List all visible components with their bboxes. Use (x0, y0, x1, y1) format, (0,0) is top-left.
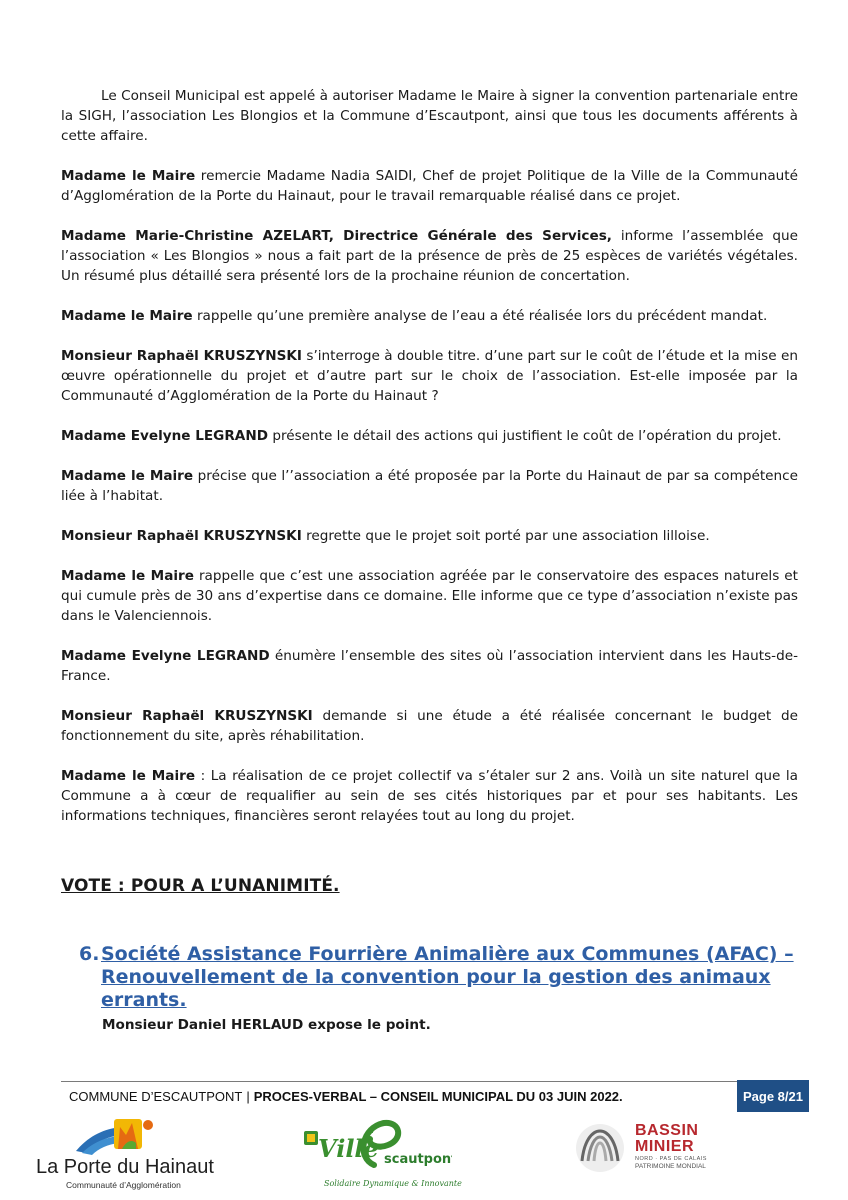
paragraph-text: présente le détail des actions qui justifient le coût de l’opération du projet. (268, 428, 782, 444)
escautpont-ville-mark: Ville (318, 1134, 379, 1163)
paragraph (61, 466, 798, 506)
agenda-point-heading (79, 943, 798, 1012)
footer-title: PROCES-VERBAL – CONSEIL MUNICIPAL DU 03 JUIN 2022. (253, 1089, 623, 1104)
escautpont-name-mark: scautpont (384, 1152, 452, 1167)
paragraph (61, 86, 798, 146)
speaker-name: Monsieur Raphaël KRUSZYNSKI (61, 348, 302, 364)
paragraph (61, 526, 798, 546)
escautpont-slogan: Solidaire Dynamique & Innovante (324, 1179, 462, 1188)
agenda-point-title-line1: Société Assistance Fourrière Animalière aux Communes (AFAC) – (101, 943, 794, 965)
page-number-badge: Page 8/21 (737, 1080, 809, 1112)
paragraph-text: précise que l’’association a été proposée par la Porte du Hainaut de par sa compétence liée à l’habitat. (61, 468, 798, 504)
paragraph-text: demande si une étude a été réalisée concernant le budget de fonctionnement du site, après réhabilitation. (61, 708, 798, 744)
speaker-name: Madame Evelyne LEGRAND (61, 428, 268, 444)
paragraph-text: : La réalisation de ce projet collectif va s’étaler sur 2 ans. Voilà un site naturel que la Commune a à cœur de requalifier au sein de ses cités historiques par et pour ses habitants. Les informations techniques, financières seront relayées tout au long du projet. (61, 768, 798, 824)
paragraph-text: énumère l’ensemble des sites où l’association intervient dans les Hauts-de-France. (61, 648, 798, 684)
speaker-name: Madame le Maire (61, 768, 196, 784)
porte-du-hainaut-subtitle: Communauté d’Agglomération (66, 1180, 181, 1190)
porte-du-hainaut-name: La Porte du Hainaut (36, 1156, 214, 1178)
vote-result: VOTE : POUR A L’UNANIMITÉ. (61, 876, 340, 896)
escautpont-emblem-icon (296, 1117, 452, 1179)
speaker-name: Madame le Maire (61, 568, 194, 584)
paragraph (61, 426, 798, 446)
paragraph (61, 346, 798, 406)
bassin-minier-logo (572, 1121, 712, 1175)
footer-text (69, 1089, 623, 1104)
bassin-minier-emblem-icon (572, 1121, 628, 1175)
paragraph-text: regrette que le projet soit porté par une association lilloise. (301, 528, 710, 544)
speaker-name: Madame le Maire (61, 468, 194, 484)
paragraph (61, 566, 798, 626)
paragraph (61, 646, 798, 686)
porte-du-hainaut-logo (36, 1113, 214, 1195)
paragraph-text: remercie Madame Nadia SAIDI, Chef de projet Politique de la Ville de la Communauté d’Agglomération de la Porte du Hainaut, pour le travail remarquable réalisé dans ce projet. (61, 168, 798, 204)
porte-du-hainaut-emblem-icon (36, 1113, 211, 1158)
paragraph-text: Le Conseil Municipal est appelé à autoriser Madame le Maire à signer la convention partenariale entre la SIGH, l’association Les Blongios et la Commune d’Escautpont, ainsi que tous les documents afférents à cette affaire. (61, 88, 798, 144)
agenda-point-title-line2: Renouvellement de la convention pour la gestion des animaux errants. (101, 966, 771, 1011)
bassin-minier-region: NORD · PAS DE CALAIS (635, 1156, 707, 1162)
speaker-name: Madame le Maire (61, 168, 196, 184)
footer-commune: COMMUNE D’ESCAUTPONT (69, 1089, 243, 1104)
speaker-name: Madame Marie-Christine AZELART, Directrice Générale des Services, (61, 228, 612, 244)
bassin-minier-word-bassin: BASSIN (635, 1122, 699, 1139)
escautpont-d-mark: d’ (368, 1126, 377, 1136)
speaker-name: Madame Evelyne LEGRAND (61, 648, 270, 664)
bassin-minier-heritage: PATRIMOINE MONDIAL (635, 1163, 706, 1170)
document-body (61, 86, 798, 846)
paragraph (61, 306, 798, 326)
paragraph-text: s’interroge à double titre. d’une part sur le coût de l’étude et la mise en œuvre opérationnelle du projet et d’autre part sur le choix de l’association. Est-elle imposée par la Communauté d’Agglomération de la Porte du Hainaut ? (61, 348, 798, 404)
speaker-name: Madame le Maire (61, 308, 193, 324)
bassin-minier-word-minier: MINIER (635, 1138, 694, 1155)
speaker-name: Monsieur Raphaël KRUSZYNSKI (61, 528, 302, 544)
footer-divider (61, 1081, 737, 1082)
paragraph (61, 166, 798, 206)
escautpont-logo (296, 1117, 462, 1197)
paragraph (61, 226, 798, 286)
paragraph (61, 766, 798, 826)
agenda-point-number: 6. (79, 943, 100, 965)
footer-separator: | (246, 1089, 250, 1104)
paragraph-text: informe l’assemblée que l’association « Les Blongios » nous a fait part de la présence de près de 25 espèces de variétés végétales. Un résumé plus détaillé sera présenté lors de la prochaine réunion de concertation. (61, 228, 798, 284)
paragraph-text: rappelle que c’est une association agréée par le conservatoire des espaces naturels et qui cumule près de 30 ans d’expertise dans ce domaine. Elle informe que ce type d’association n’existe pas dans le Valenciennois. (61, 568, 798, 624)
expose-statement: Monsieur Daniel HERLAUD expose le point. (102, 1017, 431, 1033)
paragraph-text: rappelle qu’une première analyse de l’eau a été réalisée lors du précédent mandat. (192, 308, 768, 324)
agenda-point-title (101, 943, 798, 1012)
paragraph (61, 706, 798, 746)
speaker-name: Monsieur Raphaël KRUSZYNSKI (61, 708, 313, 724)
